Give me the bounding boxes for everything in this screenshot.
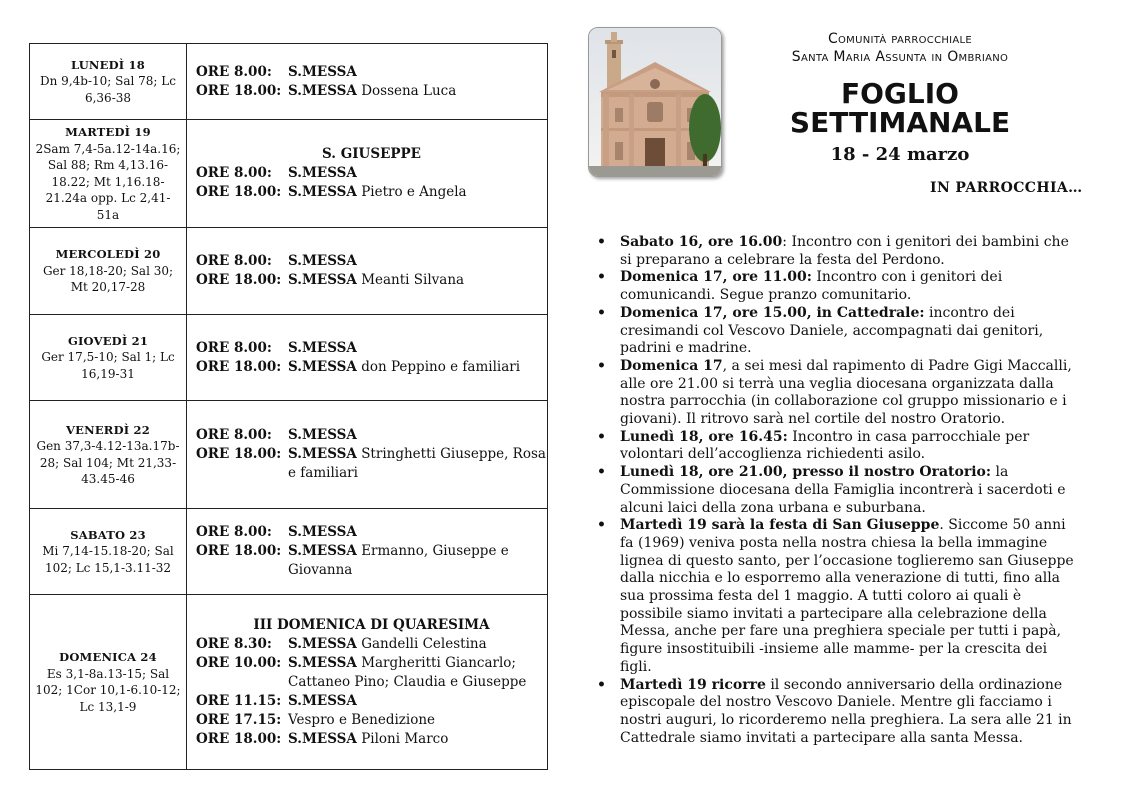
day-cell: [30, 509, 187, 595]
news-item-lead: Martedì 19 ricorre: [620, 676, 766, 693]
day-name: DOMENICA 24: [59, 650, 157, 664]
schedule-body: [30, 44, 548, 770]
mass-type: S.MESSA: [288, 358, 357, 375]
mass-intention: don Peppino e familiari: [361, 358, 521, 375]
mass-entry: [196, 164, 547, 183]
news-item: [597, 305, 1083, 358]
mass-entry: [196, 183, 547, 202]
mass-details: [288, 82, 547, 101]
news-item: [597, 677, 1083, 748]
bulletin-title: [760, 79, 1040, 137]
mass-cell: [187, 401, 548, 509]
day-cell: [30, 120, 187, 228]
mass-entry: [196, 635, 547, 654]
mass-entry: [196, 711, 547, 730]
mass-intention: Piloni Marco: [361, 730, 449, 747]
news-item-text: . Siccome 50 anni fa (1969) veniva posta nella nostra chiesa la bella immagine lignea di questo santo, per l’occasione toglieremo san Giuseppe dalla nicchia e lo esporremo alla venerazione di tutti, fino alla sua prossima festa del 1 maggio. A tutti coloro ai quali è possibile siamo invitati a partecipare alla celebrazione della Messa, anche per fare una preghiera speciale per tutti i papà, figure insostituibili -insieme alle mamme- per la crescita dei figli.: [620, 517, 1074, 675]
day-readings: Gen 37,3-4.12-13a.17b-28; Sal 104; Mt 21,33-43.45-46: [36, 439, 180, 486]
mass-entry: [196, 542, 547, 580]
mass-type: S.MESSA: [288, 730, 357, 747]
news-list: [597, 234, 1083, 747]
mass-intention: Gandelli Celestina: [361, 635, 487, 652]
mass-type: S.MESSA: [288, 543, 357, 559]
day-cell: [30, 315, 187, 401]
news-item-text: Incontro in casa parrocchiale per volontari dell’accoglienza richiedenti asilo.: [620, 428, 1030, 463]
day-readings: Ger 17,5-10; Sal 1; Lc 16,19-31: [41, 350, 175, 381]
mass-time: ORE 8.00:: [196, 339, 272, 356]
news-item-text: : Incontro con i genitori dei bambini che si preparano a celebrare la festa del Perdono.: [620, 234, 1069, 268]
mass-type: S.MESSA: [288, 692, 357, 709]
mass-entry: [196, 82, 547, 101]
mass-entry: [196, 692, 547, 711]
mass-type: S.MESSA: [288, 272, 357, 288]
community-line-2: Santa Maria Assunta in Ombriano: [791, 49, 1009, 65]
mass-entry: [196, 358, 547, 377]
mass-entry: [196, 271, 547, 290]
schedule-row: [30, 509, 548, 595]
mass-details: [288, 164, 547, 183]
news-item-lead: Lunedì 18, ore 16.45:: [620, 428, 788, 445]
mass-entry: [196, 339, 547, 358]
day-cell: [30, 595, 187, 770]
news-item-lead: Domenica 17: [620, 357, 723, 374]
mass-type: S.MESSA: [288, 165, 357, 181]
news-item-lead: Domenica 17, ore 15.00, in Cattedrale:: [620, 304, 925, 321]
mass-details: [288, 635, 547, 654]
mass-time: ORE 11.15:: [196, 692, 282, 709]
church-photo: [588, 27, 722, 177]
day-readings: Dn 9,4b-10; Sal 78; Lc 6,36-38: [40, 74, 176, 105]
news-item-text: la Commissione diocesana della Famiglia incontrerà i sacerdoti e alcuni laici della zona urbana e suburbana.: [620, 464, 1066, 516]
mass-entry: [196, 252, 547, 271]
mass-details: [288, 654, 547, 692]
mass-details: [288, 730, 547, 749]
mass-entry: [196, 654, 547, 692]
day-cell: [30, 401, 187, 509]
schedule-row: [30, 401, 548, 509]
mass-cell: [187, 595, 548, 770]
mass-type: S.MESSA: [288, 184, 357, 200]
mass-details: [288, 426, 547, 445]
mass-intention: Vespro e Benedizione: [288, 711, 436, 728]
mass-time: ORE 8.00:: [196, 427, 272, 443]
community-line-1: Comunità parrocchiale: [827, 31, 973, 47]
mass-time: ORE 8.00:: [196, 253, 272, 269]
mass-time: ORE 8.00:: [196, 63, 272, 80]
news-item-text: Incontro con i genitori dei comunicandi. Segue pranzo comunitario.: [620, 269, 1003, 304]
mass-details: [288, 252, 547, 271]
mass-details: [288, 271, 547, 290]
mass-time: ORE 8.00:: [196, 524, 272, 540]
date-range: 18 - 24 marzo: [830, 144, 970, 165]
day-name: SABATO 23: [70, 527, 146, 542]
day-cell: [30, 44, 187, 120]
mass-cell: [187, 315, 548, 401]
mass-cell: [187, 228, 548, 315]
mass-type: S.MESSA: [288, 63, 357, 80]
day-name: LUNEDÌ 18: [71, 57, 145, 72]
mass-time: ORE 18.00:: [196, 543, 282, 559]
news-item: [597, 517, 1083, 676]
mass-intention: Margheritti Giancarlo; Cattaneo Pino; Claudia e Giuseppe: [288, 654, 527, 690]
mass-intention: Pietro e Angela: [361, 184, 467, 200]
mass-type: S.MESSA: [288, 427, 357, 443]
day-readings: Es 3,1-8a.13-15; Sal 102; 1Cor 10,1-6.10-12; Lc 13,1-9: [35, 666, 181, 714]
mass-details: [288, 339, 547, 358]
mass-time: ORE 17.15:: [196, 711, 282, 728]
mass-time: ORE 8.30:: [196, 635, 272, 652]
mass-type: S.MESSA: [288, 253, 357, 269]
mass-time: ORE 18.00:: [196, 272, 282, 288]
mass-type: S.MESSA: [288, 654, 357, 671]
schedule-row: [30, 44, 548, 120]
news-item: [597, 464, 1083, 517]
news-item-text: , a sei mesi dal rapimento di Padre Gigi Maccalli, alle ore 21.00 si terrà una veglia diocesana organizzata dalla nostra parrocchia (in collaborazione col gruppo missionario e i giovani). Il ritrovo sarà nel cortile del nostro Oratorio.: [620, 357, 1072, 428]
schedule-row: [30, 595, 548, 770]
mass-type: S.MESSA: [288, 339, 357, 356]
title-line-2: SETTIMANALE: [789, 106, 1011, 139]
mass-entry: [196, 730, 547, 749]
mass-details: [288, 183, 547, 202]
day-cell: [30, 228, 187, 315]
weekly-schedule-table: [29, 43, 548, 770]
day-name: VENERDÌ 22: [66, 422, 150, 437]
news-item-lead: Domenica 17, ore 11.00:: [620, 269, 812, 286]
schedule-row: [30, 228, 548, 315]
news-item: [597, 234, 1083, 269]
mass-type: S.MESSA: [288, 446, 357, 462]
title-line-1: FOGLIO: [841, 77, 959, 110]
schedule-row: [30, 315, 548, 401]
day-readings: Ger 18,18-20; Sal 30; Mt 20,17-28: [42, 263, 174, 295]
mass-entry: [196, 426, 547, 445]
mass-cell: [187, 44, 548, 120]
mass-details: [288, 358, 547, 377]
day-readings: 2Sam 7,4-5a.12-14a.16; Sal 88; Rm 4,13.16-18.22; Mt 1,16.18-21.24a opp. Lc 2,41-51a: [35, 141, 181, 222]
mass-time: ORE 18.00:: [196, 446, 282, 462]
mass-entry: [196, 63, 547, 82]
mass-details: [288, 692, 547, 711]
mass-intention: Ermanno, Giuseppe e Giovanna: [288, 543, 509, 578]
mass-time: ORE 18.00:: [196, 184, 282, 200]
mass-details: [288, 445, 547, 483]
mass-details: [288, 523, 547, 542]
mass-intention: Stringhetti Giuseppe, Rosa e familiari: [288, 446, 546, 481]
mass-time: ORE 18.00:: [196, 82, 282, 99]
news-item-lead: Martedì 19 sarà la festa di San Giuseppe: [620, 517, 940, 534]
feast-title: III DOMENICA DI QUARESIMA: [253, 616, 490, 633]
mass-details: [288, 711, 547, 730]
mass-details: [288, 542, 547, 580]
news-item: [597, 429, 1083, 464]
day-readings: Mi 7,14-15.18-20; Sal 102; Lc 15,1-3.11-32: [42, 544, 174, 575]
mass-entry: [196, 445, 547, 483]
news-item-lead: Sabato 16, ore 16.00: [620, 234, 783, 250]
news-item: [597, 358, 1083, 429]
day-name: GIOVEDÌ 21: [67, 333, 149, 348]
mass-cell: [187, 120, 548, 228]
community-name: [740, 30, 1060, 66]
news-item-text: il secondo anniversario della ordinazione episcopale del nostro Vescovo Daniele. Mentre gli facciamo i nostri auguri, lo ricorderemo nella preghiera. La sera alle 21 in Cattedrale siamo invitati a partecipare alla santa Messa.: [620, 676, 1072, 746]
feast-title: S. GIUSEPPE: [322, 146, 421, 162]
mass-type: S.MESSA: [288, 635, 357, 652]
mass-time: ORE 10.00:: [196, 654, 282, 671]
mass-intention: Dossena Luca: [361, 82, 457, 99]
mass-cell: [187, 509, 548, 595]
day-name: MARTEDÌ 19: [65, 125, 151, 139]
mass-details: [288, 63, 547, 82]
mass-intention: Meanti Silvana: [361, 272, 465, 288]
section-title: IN PARROCCHIA…: [930, 180, 1083, 196]
mass-type: S.MESSA: [288, 524, 357, 540]
mass-time: ORE 18.00:: [196, 730, 282, 747]
mass-entry: [196, 523, 547, 542]
mass-time: ORE 8.00:: [196, 165, 272, 181]
day-name: MERCOLEDÌ 20: [55, 247, 161, 262]
news-item-text: incontro dei cresimandi col Vescovo Daniele, accompagnati dai genitori, padrini e madrine.: [620, 304, 1044, 357]
church-image: [589, 28, 721, 176]
mass-type: S.MESSA: [288, 82, 357, 99]
mass-time: ORE 18.00:: [196, 358, 282, 375]
schedule-row: [30, 120, 548, 228]
news-item-lead: Lunedì 18, ore 21.00, presso il nostro Oratorio:: [620, 464, 992, 481]
news-item: [597, 269, 1083, 304]
